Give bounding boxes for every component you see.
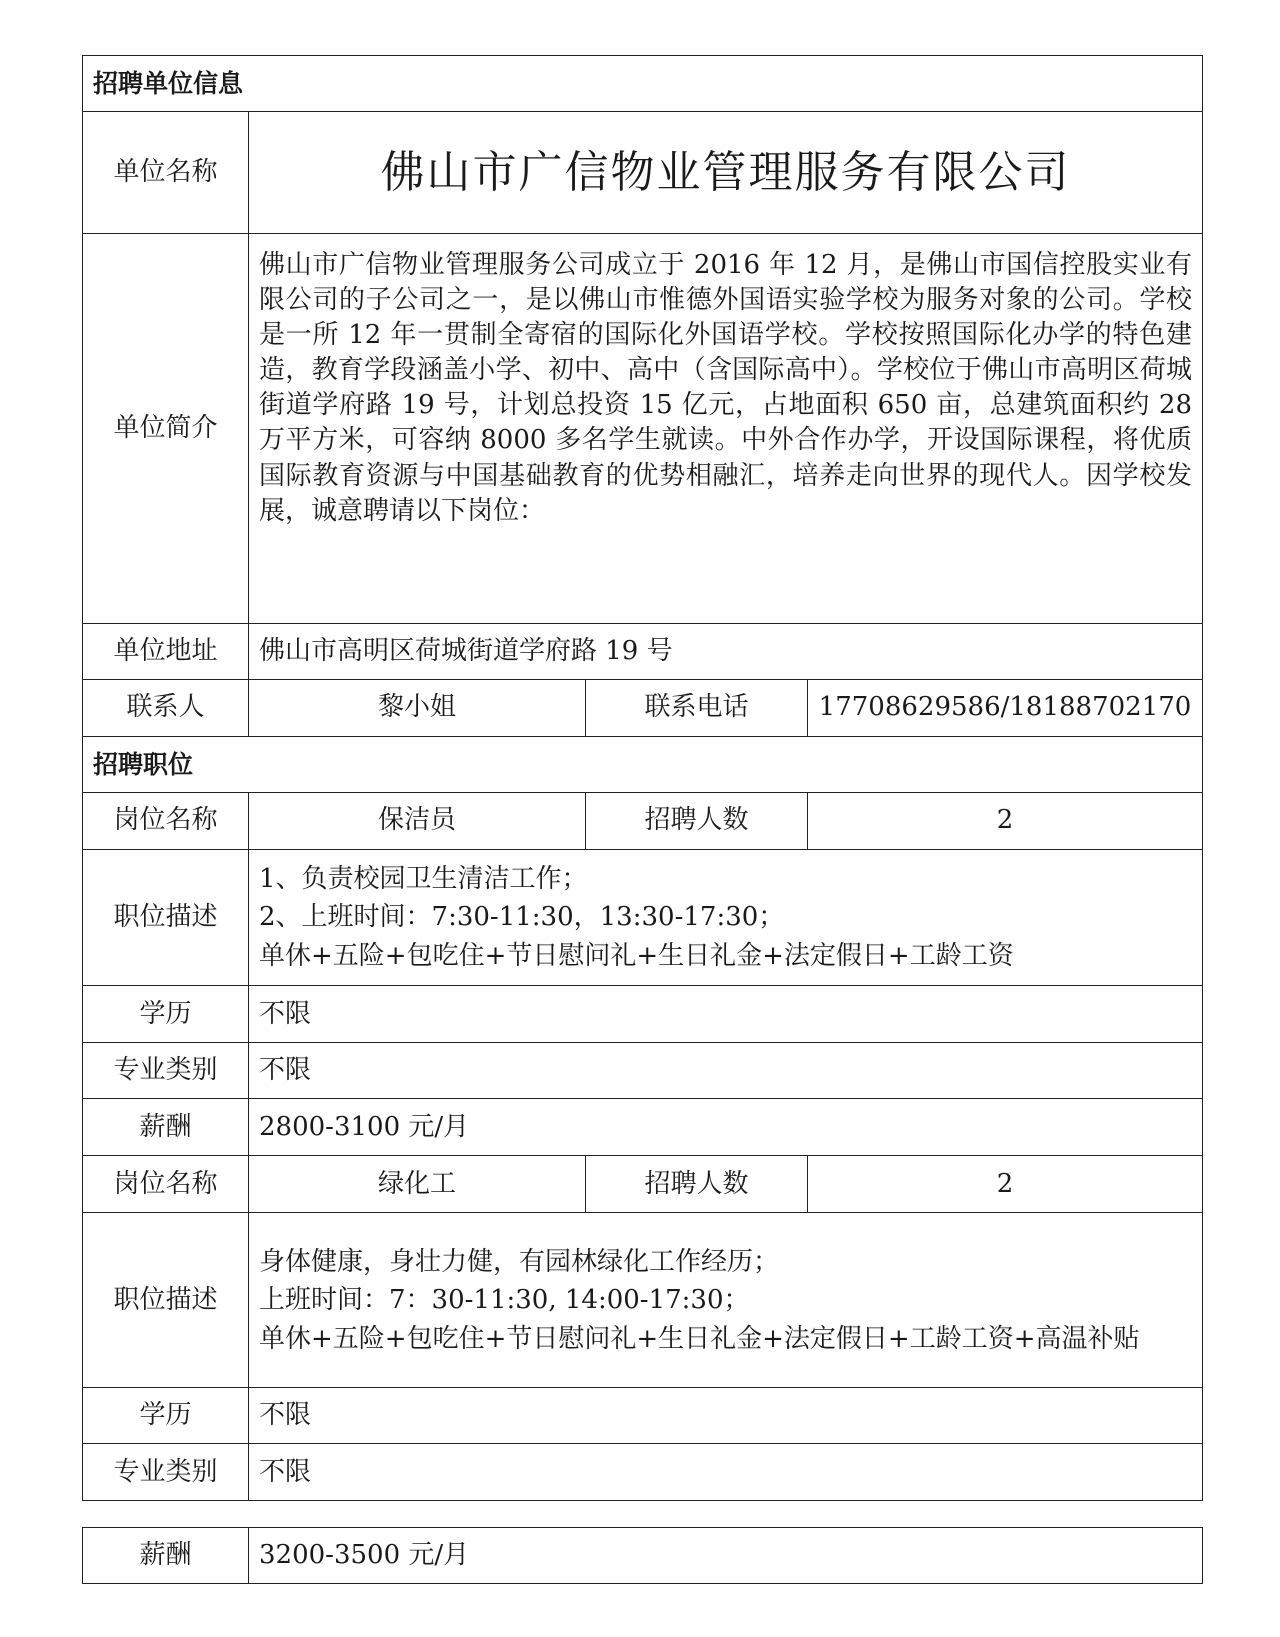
position-major: 不限 [249, 1444, 1203, 1501]
position-desc-line: 单休+五险+包吃住+节日慰问礼+生日礼金+法定假日+工龄工资+高温补贴 [259, 1323, 1140, 1354]
position-major-label: 专业类别 [83, 1444, 249, 1501]
position-desc-label: 职位描述 [83, 1213, 249, 1388]
position-desc-line: 上班时间：7：30-11:30, 14:00-17:30； [259, 1285, 750, 1316]
position-desc-line: 1、负责校园卫生清洁工作； [259, 864, 588, 894]
position-salary-label: 薪酬 [83, 1528, 249, 1584]
position-name: 保洁员 [249, 793, 586, 850]
position-desc [249, 1213, 1203, 1388]
position-count-label: 招聘人数 [586, 793, 808, 850]
position-major-row [83, 1043, 1203, 1099]
company-intro-row [83, 234, 1203, 624]
position-desc-line: 单休+五险+包吃住+节日慰问礼+生日礼金+法定假日+工龄工资 [259, 940, 1014, 971]
position-salary: 3200-3500 元/月 [249, 1528, 1203, 1584]
position-name-row [83, 1156, 1203, 1213]
recruitment-table-continued [82, 1527, 1203, 1584]
position-edu-row [83, 1388, 1203, 1444]
position-desc-row [83, 1213, 1203, 1388]
position-name-label: 岗位名称 [83, 793, 249, 850]
position-desc [249, 850, 1203, 986]
contact-name: 黎小姐 [249, 680, 586, 737]
position-desc-line: 身体健康，身壮力健，有园林绿化工作经历； [259, 1246, 780, 1277]
phone-number: 17708629586/18188702170 [808, 680, 1203, 737]
phone-label: 联系电话 [586, 680, 808, 737]
company-name-label: 单位名称 [83, 112, 249, 234]
position-count: 2 [808, 1156, 1203, 1213]
recruitment-table [82, 55, 1203, 1501]
section-title-positions: 招聘职位 [83, 737, 1203, 793]
position-major-row [83, 1444, 1203, 1501]
position-edu: 不限 [249, 1388, 1203, 1444]
position-count-label: 招聘人数 [586, 1156, 808, 1213]
position-name-row [83, 793, 1203, 850]
section-title-company-info: 招聘单位信息 [83, 56, 1203, 112]
contact-row [83, 680, 1203, 737]
position-salary-row [83, 1099, 1203, 1156]
company-name: 佛山市广信物业管理服务有限公司 [249, 112, 1203, 234]
position-salary: 2800-3100 元/月 [249, 1099, 1203, 1156]
position-major: 不限 [249, 1043, 1203, 1099]
company-intro-label: 单位简介 [83, 234, 249, 624]
section-row-company-info [83, 56, 1203, 112]
position-edu-label: 学历 [83, 986, 249, 1043]
section-row-positions [83, 737, 1203, 793]
position-name-label: 岗位名称 [83, 1156, 249, 1213]
position-edu: 不限 [249, 986, 1203, 1043]
company-address-row [83, 624, 1203, 680]
position-name: 绿化工 [249, 1156, 586, 1213]
position-count: 2 [808, 793, 1203, 850]
position-edu-row [83, 986, 1203, 1043]
company-name-row [83, 112, 1203, 234]
position-edu-label: 学历 [83, 1388, 249, 1444]
company-intro-text: 佛山市广信物业管理服务公司成立于 2016 年 12 月，是佛山市国信控股实业有限公司的子公司之一，是以佛山市惟德外国语实验学校为服务对象的公司。学校是一所 12 年一贯制全寄宿的国际化外国语学校。学校按照国际化办学的特色建造，教育学段涵盖小学、初中、高中（含国际高中）。学校位于佛山市高明区荷城街道学府路 19 号，计划总投资 15 亿元，占地面积 650 亩，总建筑面积约 28 万平方米，可容纳 8000 多名学生就读。中外合作办学，开设国际课程，将优质国际教育资源与中国基础教育的优势相融汇，培养走向世界的现代人。因学校发展，诚意聘请以下岗位： [249, 234, 1203, 624]
position-major-label: 专业类别 [83, 1043, 249, 1099]
contact-label: 联系人 [83, 680, 249, 737]
position-desc-row [83, 850, 1203, 986]
position-salary-row [83, 1528, 1203, 1584]
position-desc-label: 职位描述 [83, 850, 249, 986]
position-salary-label: 薪酬 [83, 1099, 249, 1156]
company-address-label: 单位地址 [83, 624, 249, 680]
position-desc-line: 2、上班时间：7:30-11:30，13:30-17:30； [259, 902, 785, 933]
company-address: 佛山市高明区荷城街道学府路 19 号 [249, 624, 1203, 680]
